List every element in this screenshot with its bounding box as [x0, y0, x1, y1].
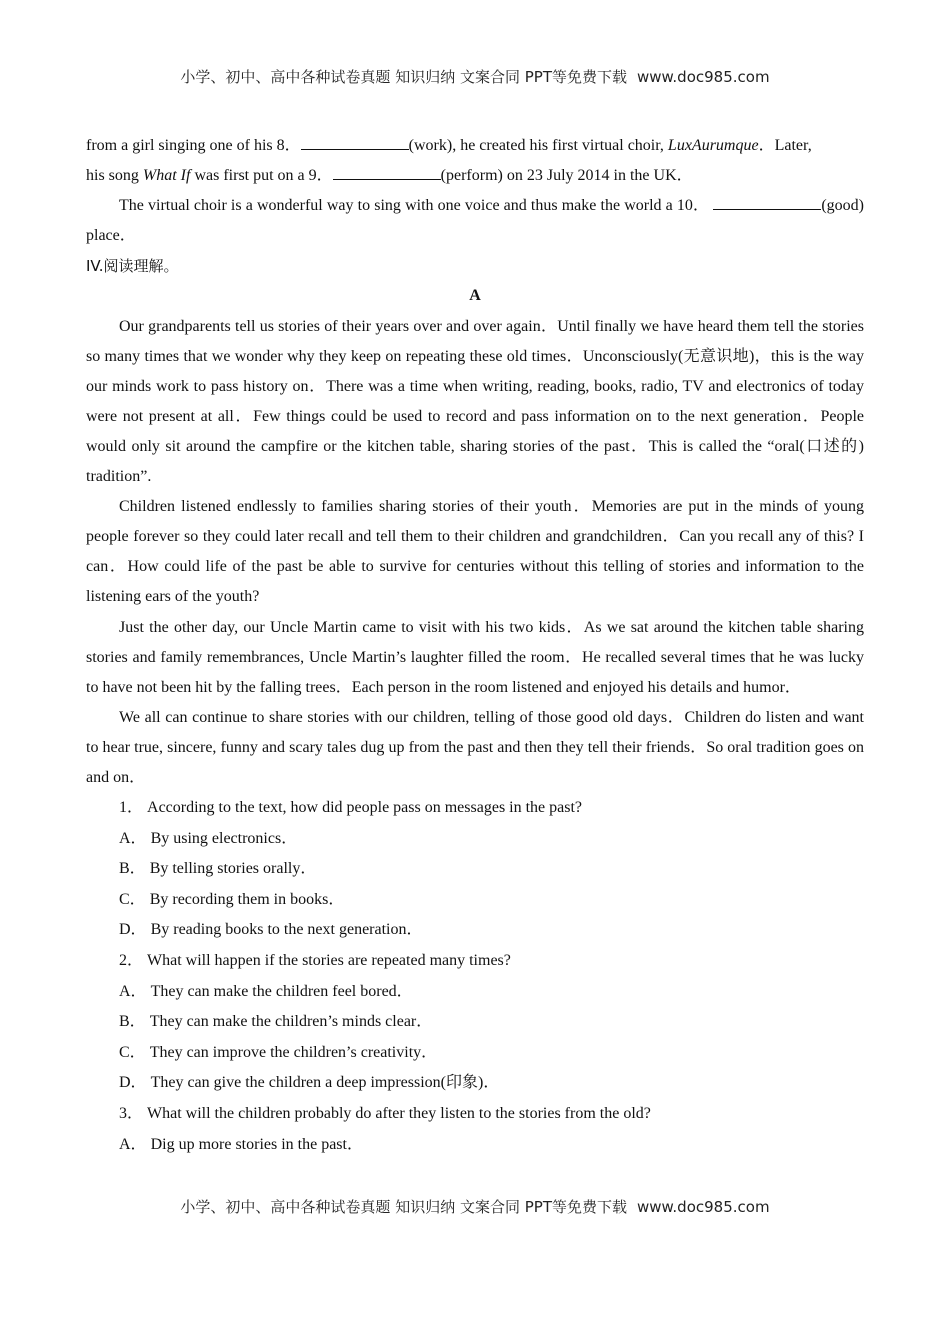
text-run: his song	[86, 167, 143, 185]
option-letter: A．	[119, 982, 147, 1000]
option-text: They can make the children feel bored．	[150, 982, 413, 1000]
text-run: ．Later,	[758, 137, 812, 154]
answer-option[interactable]	[86, 977, 864, 1008]
text-run: (good) place．	[86, 197, 864, 245]
answer-option[interactable]	[86, 885, 864, 916]
answer-blank-9	[333, 165, 441, 180]
text-run: (work), he created his first virtual choir,	[408, 137, 668, 154]
question-text: According to the text, how did people pass on messages in the past?	[147, 799, 583, 817]
passage-title: A	[469, 287, 481, 305]
question-2	[86, 946, 864, 1099]
option-text: By recording them in books．	[149, 890, 345, 908]
option-text: They can improve the children’s creativity．	[149, 1043, 438, 1061]
question-stem	[86, 1099, 864, 1130]
passage-paragraph: Our grandparents tell us stories of their years over and over again．Until finally we have heard them tell the stories so many times that we wonder why they keep on repeating these old times．Unconsciously(无意识地)，this is the way our minds work to pass history on．There was a time when writing, reading, books, radio, TV and electronics of today were not present at all．Few things could be used to record and pass information on to the next generation．People would only sit around the campfire or the kitchen table, sharing stories of the past．This is called the “oral(口述的) tradition”.	[86, 317, 864, 486]
passage-paragraph: Children listened endlessly to families sharing stories of their youth．Memories are put in the minds of young people forever so they could later recall and tell them to their children and grandchildren．Can you recall any of this? I can．How could life of the past be able to survive for centuries without this telling of stories and information to the listening ears of the youth?	[86, 498, 865, 606]
text-run: was first put on a 9．	[190, 167, 333, 185]
fill-in-paragraph	[86, 191, 864, 251]
option-text: By using electronics．	[150, 829, 298, 847]
header-text: 小学、初中、高中各种试卷真题 知识归纳 文案合同 PPT等免费下载	[180, 68, 627, 86]
option-letter: C．	[119, 1043, 146, 1061]
answer-option[interactable]	[86, 1068, 864, 1099]
passage-paragraph: We all can continue to share stories with our children, telling of those good old days．Children do listen and want to hear true, sincere, funny and scary tales dug up from the past and then they tell their friends．So oral tradition goes on and on．	[86, 708, 865, 786]
option-letter: A．	[119, 1135, 147, 1153]
section-heading: IV.阅读理解。	[86, 257, 179, 276]
question-text: What will the children probably do after they listen to the stories from the old?	[147, 1105, 651, 1122]
footer-url[interactable]: www.doc985.com	[636, 1198, 770, 1216]
footer-text: 小学、初中、高中各种试卷真题 知识归纳 文案合同 PPT等免费下载	[180, 1198, 627, 1216]
question-text: What will happen if the stories are repeated many times?	[147, 952, 511, 970]
question-stem	[86, 793, 864, 824]
option-letter: C．	[119, 890, 146, 908]
document-body	[86, 131, 864, 1160]
answer-option[interactable]	[86, 824, 864, 855]
fill-in-line-1	[86, 131, 864, 161]
option-letter: D．	[119, 1074, 147, 1092]
option-letter: D．	[119, 921, 147, 939]
answer-option[interactable]	[86, 854, 864, 885]
song-title: What If	[142, 167, 191, 185]
answer-option[interactable]	[86, 1130, 864, 1161]
option-text: By telling stories orally．	[149, 860, 317, 878]
option-letter: B．	[119, 860, 146, 878]
option-letter: A．	[119, 829, 147, 847]
option-text: They can make the children’s minds clear．	[149, 1013, 433, 1031]
option-text: They can give the children a deep impression(印象)．	[150, 1074, 500, 1092]
answer-blank-10	[713, 195, 821, 210]
option-text: By reading books to the next generation．	[150, 921, 423, 939]
text-run: The virtual choir is a wonderful way to sing with one voice and thus make the world a 10．	[119, 197, 710, 215]
choir-title: LuxAurumque	[667, 137, 759, 154]
answer-option[interactable]	[86, 1038, 864, 1069]
question-number: 1．	[119, 799, 144, 817]
answer-blank-8	[301, 135, 409, 150]
answer-option[interactable]	[86, 915, 864, 946]
page-header	[0, 66, 950, 87]
page-footer	[0, 1196, 950, 1217]
question-stem	[86, 946, 864, 977]
text-run: (perform) on 23 July 2014 in the UK．	[440, 167, 693, 185]
question-number: 3．	[119, 1105, 144, 1122]
header-url[interactable]: www.doc985.com	[636, 68, 770, 86]
question-number: 2．	[119, 952, 144, 970]
passage-paragraph: Just the other day, our Uncle Martin came to visit with his two kids．As we sat around the kitchen table sharing stories and family remembrances, Uncle Martin’s laughter filled the room．He recalled several times that he was lucky to have not been hit by the falling trees．Each person in the room listened and enjoyed his details and humor．	[86, 618, 864, 696]
option-text: Dig up more stories in the past．	[150, 1135, 363, 1153]
question-3	[86, 1099, 864, 1160]
option-letter: B．	[119, 1013, 146, 1031]
question-1	[86, 793, 864, 946]
fill-in-line-2	[86, 161, 864, 191]
text-run: from a girl singing one of his 8．	[86, 137, 301, 154]
answer-option[interactable]	[86, 1007, 864, 1038]
